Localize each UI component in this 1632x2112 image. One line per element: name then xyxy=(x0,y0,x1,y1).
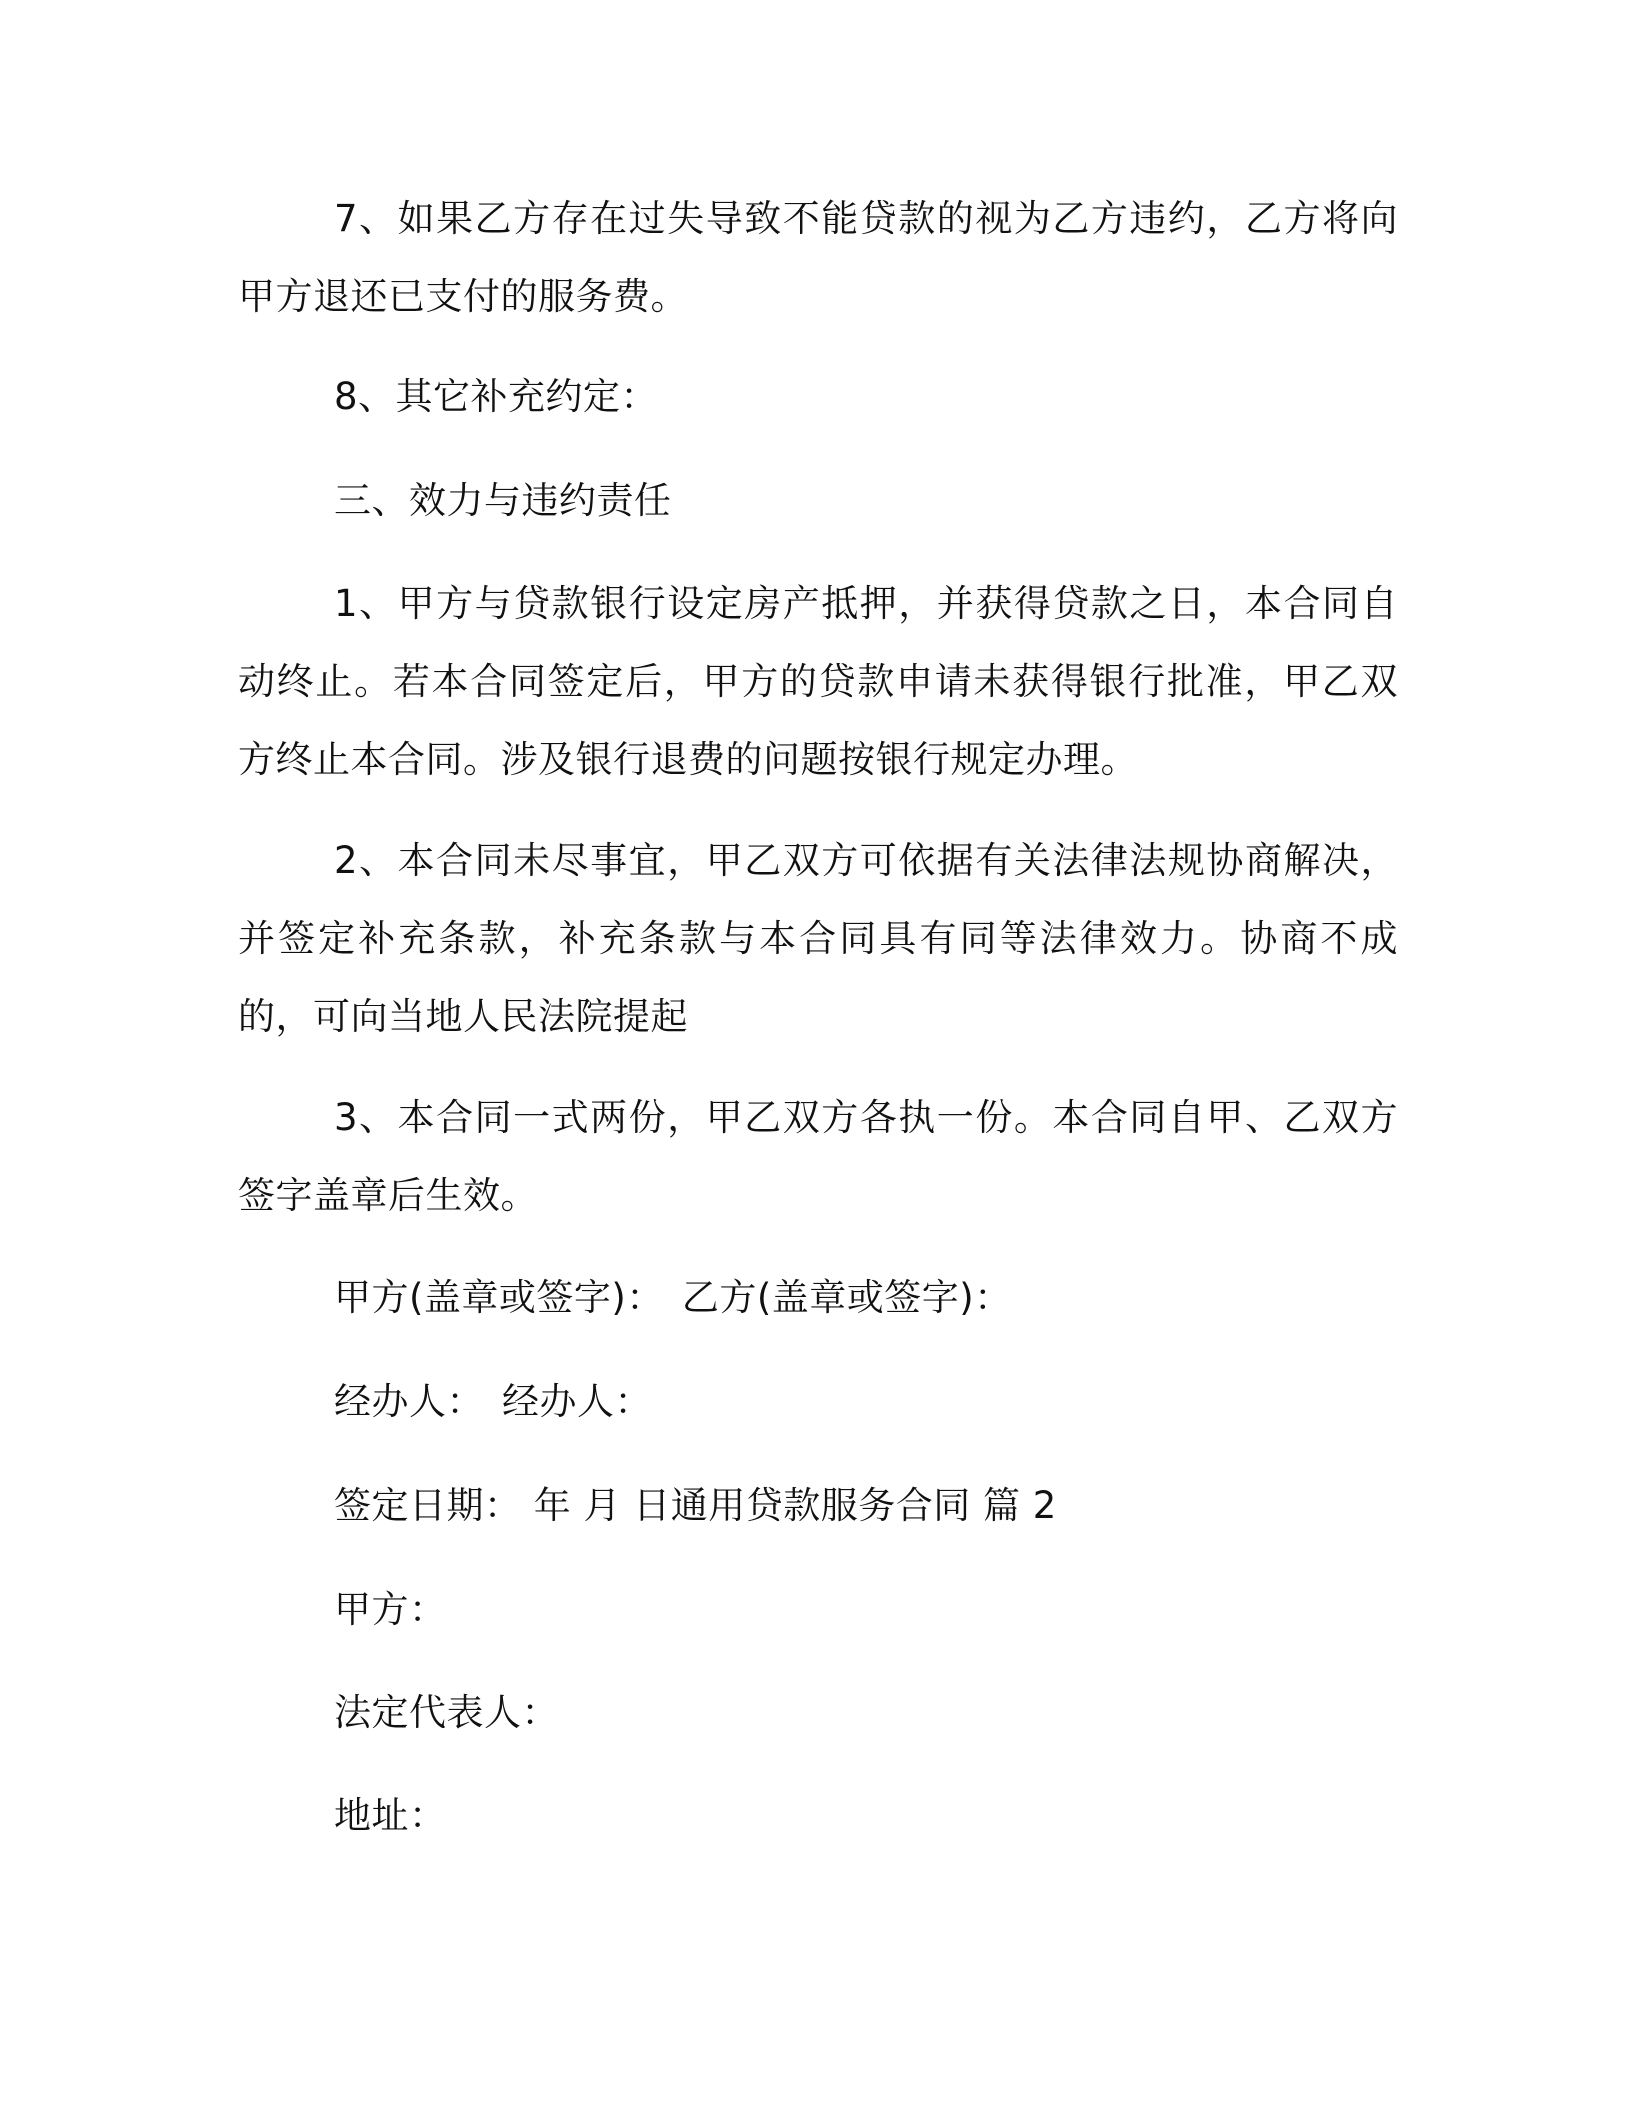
paragraph-effect-3: 3、本合同一式两份，甲乙双方各执一份。本合同自甲、乙双方签字盖章后生效。 xyxy=(238,1096,1398,1217)
paragraph-clause-7: 7、如果乙方存在过失导致不能贷款的视为乙方违约，乙方将向甲方退还已支付的服务费。 xyxy=(238,197,1398,318)
sign-date-line: 签定日期： 年 月 日通用贷款服务合同 篇 2 xyxy=(334,1484,1057,1527)
paragraph-effect-1: 1、甲方与贷款银行设定房产抵押，并获得贷款之日，本合同自动终止。若本合同签定后，甲方的贷款申请未获得银行批准，甲乙双方终止本合同。涉及银行退费的问题按银行规定办理。 xyxy=(238,582,1398,781)
signature-parties-line xyxy=(334,1259,1012,1337)
section-heading-3: 三、效力与违约责任 xyxy=(334,479,672,522)
signature-agents-line xyxy=(334,1363,652,1441)
address-field: 地址： xyxy=(334,1794,447,1837)
party-a-field: 甲方： xyxy=(334,1588,447,1631)
paragraph-effect-2: 2、本合同未尽事宜，甲乙双方可依据有关法律法规协商解决，并签定补充条款，补充条款与本合同具有同等法律效力。协商不成的，可向当地人民法院提起 xyxy=(238,839,1398,1038)
paragraph-clause-8: 8、其它补充约定： xyxy=(334,375,659,418)
agent-a-label: 经办人： xyxy=(334,1380,484,1423)
party-b-signature-label: 乙方(盖章或签字)： xyxy=(681,1276,1012,1319)
agent-b-label: 经办人： xyxy=(502,1380,652,1423)
legal-representative-field: 法定代表人： xyxy=(334,1691,559,1734)
party-a-signature-label: 甲方(盖章或签字)： xyxy=(334,1276,664,1319)
